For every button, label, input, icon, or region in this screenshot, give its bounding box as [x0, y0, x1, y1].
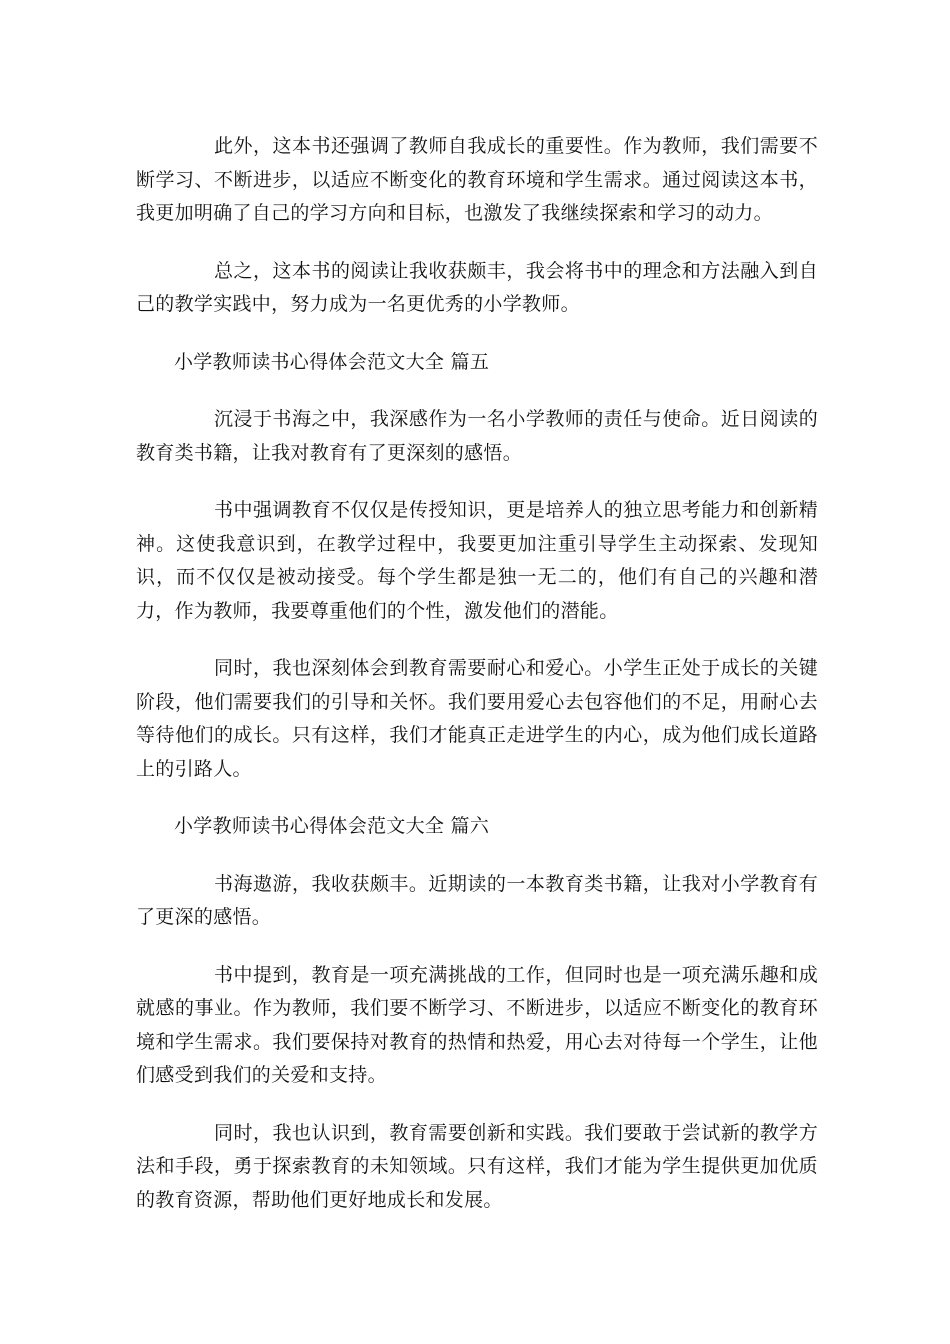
section-heading: 小学教师读书心得体会范文大全 篇五: [174, 350, 490, 373]
paragraph: 沉浸于书海之中，我深感作为一名小学教师的责任与使命。近日阅读的教育类书籍，让我对教育有了更深刻的感悟。: [136, 408, 818, 464]
paragraph: 书海遨游，我收获颇丰。近期读的一本教育类书籍，让我对小学教育有了更深的感悟。: [136, 872, 818, 928]
document-body: [136, 130, 818, 1241]
section-heading: 小学教师读书心得体会范文大全 篇六: [174, 815, 490, 837]
paragraph: 总之，这本书的阅读让我收获颇丰，我会将书中的理念和方法融入到自己的教学实践中，努力成为一名更优秀的小学教师。: [136, 259, 818, 315]
paragraph: 书中提到，教育是一项充满挑战的工作，但同时也是一项充满乐趣和成就感的事业。作为教师，我们要不断学习、不断进步，以适应不断变化的教育环境和学生需求。我们要保持对教育的热情和热爱，用心去对待每一个学生，让他们感受到我们的关爱和支持。: [136, 963, 818, 1086]
paragraph: 同时，我也认识到，教育需要创新和实践。我们要敢于尝试新的教学方法和手段，勇于探索教育的未知领域。只有这样，我们才能为学生提供更加优质的教育资源，帮助他们更好地成长和发展。: [136, 1121, 818, 1211]
paragraph: 同时，我也深刻体会到教育需要耐心和爱心。小学生正处于成长的关键阶段，他们需要我们的引导和关怀。我们要用爱心去包容他们的不足，用耐心去等待他们的成长。只有这样，我们才能真正走进学生的内心，成为他们成长道路上的引路人。: [136, 657, 818, 780]
paragraph: 此外，这本书还强调了教师自我成长的重要性。作为教师，我们需要不断学习、不断进步，以适应不断变化的教育环境和学生需求。通过阅读这本书，我更加明确了自己的学习方向和目标，也激发了我继续探索和学习的动力。: [136, 135, 818, 224]
paragraph: 书中强调教育不仅仅是传授知识，更是培养人的独立思考能力和创新精神。这使我意识到，在教学过程中，我要更加注重引导学生主动探索、发现知识，而不仅仅是被动接受。每个学生都是独一无二的，他们有自己的兴趣和潜力，作为教师，我要尊重他们的个性，激发他们的潜能。: [136, 499, 818, 622]
